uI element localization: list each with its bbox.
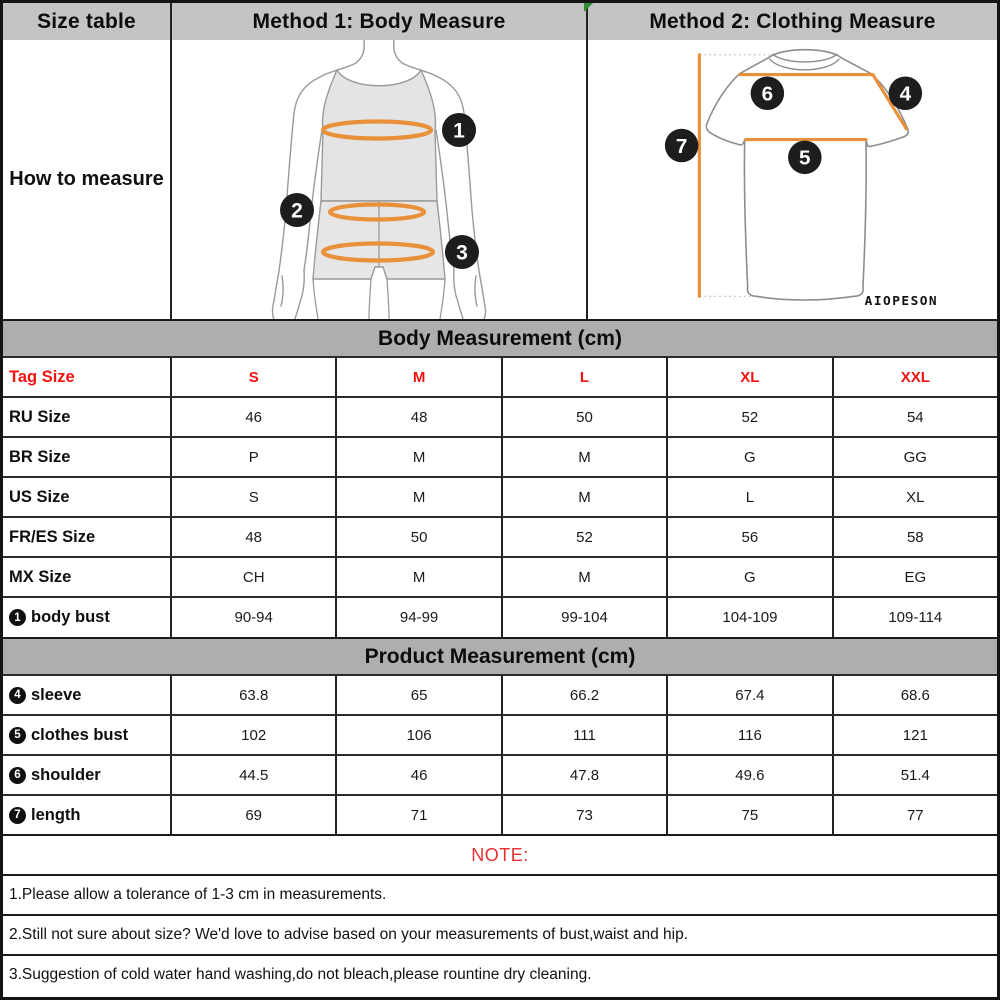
how-to-measure-label: How to measure (9, 168, 164, 190)
cell-value: 52 (666, 398, 831, 436)
row-label-text: shoulder (31, 765, 101, 784)
table-row-body-bust (3, 596, 997, 637)
header-method1 (170, 3, 586, 40)
cell-value: 48 (335, 398, 500, 436)
row-label-text: sleeve (31, 685, 82, 704)
body-diagram-cell (170, 40, 586, 319)
table-row-fres (3, 516, 997, 556)
table-row-clothes-bust (3, 714, 997, 754)
cell-value: 50 (335, 518, 500, 556)
marker-4-badge: 4 (9, 687, 26, 704)
cell-value: 44.5 (170, 756, 335, 794)
marker-6-badge: 6 (9, 767, 26, 784)
cell-value: 67.4 (666, 676, 831, 714)
row-label: FR/ES Size (9, 527, 96, 546)
cell-value: 116 (666, 716, 831, 754)
note-header (3, 834, 997, 874)
cell-value: M (501, 478, 666, 516)
cell-value: M (335, 438, 500, 476)
cell-value: 65 (335, 676, 500, 714)
table-row-us (3, 476, 997, 516)
cell-value: 111 (501, 716, 666, 754)
header-method2-label: Method 2: Clothing Measure (649, 9, 936, 33)
row-label (3, 716, 170, 754)
cell-value: 48 (170, 518, 335, 556)
product-measurement-title: Product Measurement (cm) (364, 644, 636, 668)
row-label: MX Size (9, 567, 72, 586)
tag-size-label: Tag Size (9, 367, 75, 386)
cell-value: 51.4 (832, 756, 997, 794)
row-label (3, 756, 170, 794)
clothing-measure-diagram (588, 40, 997, 319)
marker-6-label: 6 (761, 82, 774, 106)
row-label: BR Size (9, 447, 71, 466)
cell-value: XL (832, 478, 997, 516)
note-item-2 (3, 914, 997, 954)
marker-5-badge: 5 (9, 727, 26, 744)
cell-value: 106 (335, 716, 500, 754)
cell-value: 49.6 (666, 756, 831, 794)
cell-value: 94-99 (335, 598, 500, 637)
note-item-3 (3, 954, 997, 994)
cell-value: 47.8 (501, 756, 666, 794)
cell-value: L (666, 478, 831, 516)
how-to-measure-cell (3, 40, 170, 319)
cell-value: G (666, 438, 831, 476)
table-row-shoulder (3, 754, 997, 794)
header-size-table-label: Size table (37, 9, 136, 33)
tshirt-outline (706, 50, 908, 300)
cell-value: M (501, 438, 666, 476)
cell-value: P (170, 438, 335, 476)
row-label-text: clothes bust (31, 725, 129, 744)
marker-7-badge: 7 (9, 807, 26, 824)
table-row-br (3, 436, 997, 476)
cell-value: 104-109 (666, 598, 831, 637)
cell-value: 46 (170, 398, 335, 436)
table-row-mx (3, 556, 997, 596)
cell-value: 71 (335, 796, 500, 834)
product-measurement-header (3, 637, 997, 674)
cell-value: 50 (501, 398, 666, 436)
row-label: US Size (9, 487, 70, 506)
marker-5-label: 5 (799, 146, 811, 170)
cell-value: CH (170, 558, 335, 596)
body-measurement-title: Body Measurement (cm) (378, 326, 622, 350)
size-xxl: XXL (832, 358, 997, 396)
note-text: 3.Suggestion of cold water hand washing,do not bleach,please rountine dry cleaning. (9, 966, 592, 983)
row-label (3, 796, 170, 834)
marker-2-label: 2 (291, 199, 303, 223)
cell-value: 99-104 (501, 598, 666, 637)
cell-value: 77 (832, 796, 997, 834)
row-label-text: length (31, 805, 81, 824)
size-m: M (335, 358, 500, 396)
note-title-label: NOTE: (471, 844, 529, 865)
row-label (3, 598, 170, 637)
cell-value: 75 (666, 796, 831, 834)
cell-value: 56 (666, 518, 831, 556)
cell-value: 46 (335, 756, 500, 794)
row-label: RU Size (9, 407, 71, 426)
note-text: 1.Please allow a tolerance of 1-3 cm in measurements. (9, 886, 387, 903)
size-s: S (170, 358, 335, 396)
body-measure-diagram (172, 40, 586, 319)
cell-value: 58 (832, 518, 997, 556)
cell-value: EG (832, 558, 997, 596)
marker-1-badge: 1 (9, 609, 26, 626)
table-row-length (3, 794, 997, 834)
cell-value: GG (832, 438, 997, 476)
row-label (3, 676, 170, 714)
header-row (3, 3, 997, 40)
marker-3-label: 3 (456, 241, 468, 265)
cell-value: 52 (501, 518, 666, 556)
cell-value: 63.8 (170, 676, 335, 714)
cell-value: 54 (832, 398, 997, 436)
clothing-diagram-cell (586, 40, 997, 319)
cell-value: 121 (832, 716, 997, 754)
marker-1-label: 1 (453, 119, 465, 143)
marker-7-label: 7 (675, 134, 688, 158)
body-measurement-header (3, 319, 997, 356)
cell-value: M (335, 558, 500, 596)
cell-value: 69 (170, 796, 335, 834)
size-xl: XL (666, 358, 831, 396)
cell-value: M (335, 478, 500, 516)
size-l: L (501, 358, 666, 396)
cell-value: 68.6 (832, 676, 997, 714)
table-row-sleeve (3, 674, 997, 714)
cell-value: S (170, 478, 335, 516)
note-text: 2.Still not sure about size? We'd love to advise based on your measurements of bust,waist and hip. (9, 926, 689, 943)
cell-value: M (501, 558, 666, 596)
cell-value: G (666, 558, 831, 596)
cell-value: 66.2 (501, 676, 666, 714)
note-item-1 (3, 874, 997, 914)
cell-value: 102 (170, 716, 335, 754)
tag-size-row (3, 356, 997, 396)
table-row-ru (3, 396, 997, 436)
header-method1-label: Method 1: Body Measure (252, 9, 506, 33)
marker-4-label: 4 (899, 82, 912, 106)
illustration-row (3, 40, 997, 319)
cell-value: 73 (501, 796, 666, 834)
header-method2 (586, 3, 997, 40)
green-corner-marker-icon (584, 3, 593, 12)
cell-value: 109-114 (832, 598, 997, 637)
header-size-table (3, 3, 170, 40)
cell-value: 90-94 (170, 598, 335, 637)
brand-label: AIOPESON (864, 294, 939, 310)
row-label-text: body bust (31, 608, 110, 626)
